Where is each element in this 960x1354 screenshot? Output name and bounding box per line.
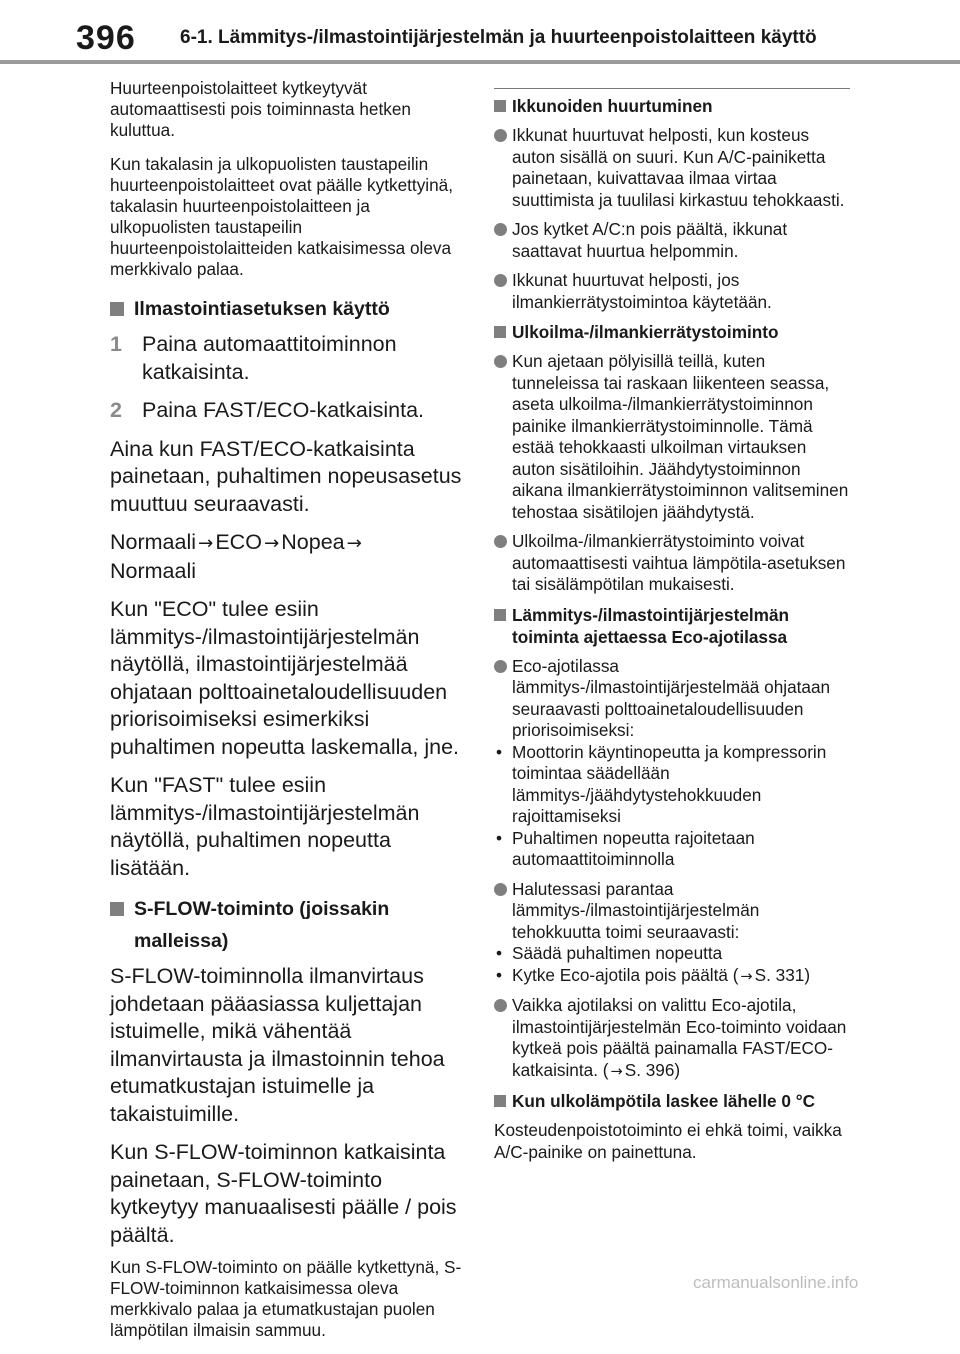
paragraph-defogger-auto-off: Huurteenpoistolaitteet kytkeytyvät automaattisesti pois toiminnasta hetken kuluttua. xyxy=(110,78,411,140)
heading-recirculation: Ulkoilma-/ilmankierrätystoiminto xyxy=(494,321,850,343)
step-number: 1 xyxy=(110,332,122,356)
sub-list-item: • Puhaltimen nopeutta rajoitetaan automaattitoiminnolla xyxy=(496,827,755,869)
paragraph-s-flow-switch: Kun S-FLOW-toiminnon katkaisinta painetaan, S-FLOW-toiminto kytkeytyy manuaalisesti päälle / pois päältä. xyxy=(110,1140,457,1247)
heading-window-fogging: Ikkunoiden huurtuminen xyxy=(494,95,850,117)
heading-low-temperature: Kun ulkolämpötila laskee lähelle 0 °C xyxy=(494,1090,850,1112)
list-item: Vaikka ajotilaksi on valittu Eco-ajotila, ilmastointijärjestelmän Eco-toiminto voidaan kytkeä pois päältä painamalla FAST/ECO-katkaisinta. ( → S. 396) xyxy=(494,995,850,1082)
list-item: Ikkunat huurtuvat helposti, kun kosteus auton sisällä on suuri. Kun A/C-painiketta painetaan, kuivattavaa ilmaa virtaa suuttimista ja tuulilasi kirkastuu tehokkaasti. xyxy=(494,125,850,211)
arrow-right-icon: → xyxy=(346,533,362,554)
list-item: Halutessasi parantaa lämmitys-/ilmastointijärjestelmän tehokkuutta toimi seuraavasti: xyxy=(494,879,850,944)
page-header xyxy=(0,0,960,62)
round-bullet-icon xyxy=(494,355,507,368)
round-bullet-icon xyxy=(494,883,507,896)
dot-bullet-icon: • xyxy=(496,964,503,985)
step-number: 2 xyxy=(110,398,122,422)
header-divider xyxy=(0,60,960,64)
column-divider xyxy=(494,88,850,89)
round-bullet-icon xyxy=(494,129,507,142)
mode-sequence: Normaali →ECO →Nopea → Normaali xyxy=(110,530,362,583)
square-bullet-icon xyxy=(494,1095,506,1107)
list-item: Ikkunat huurtuvat helposti, jos ilmankierrätystoimintoa käytetään. xyxy=(494,270,850,313)
list-item: Kun ajetaan pölyisillä teillä, kuten tunneleissa tai raskaan liikenteen seassa, aseta ulkoilma-/ilmankierrätystoiminnon painike ilmankierrätystoiminnolle. Tämä estää tehokkaasti ulkoilman virtauksen auton sisätiloihin. Jäähdytystoiminnon aikana ilmankierrätystoiminnon valitseminen tehostaa sisätilojen jäähdytystä. xyxy=(494,351,850,523)
square-bullet-icon xyxy=(494,609,506,621)
list-item: Ulkoilma-/ilmankierrätystoiminto voivat automaattisesti vaihtua lämpötila-asetuksen tai sisälämpötilan mukaisesti. xyxy=(494,531,850,596)
paragraph-dehumidify: Kosteudenpoistotoiminto ei ehkä toimi, vaikka A/C-painike on painettuna. xyxy=(494,1120,842,1162)
left-column xyxy=(110,78,470,1354)
round-bullet-icon xyxy=(494,535,507,548)
square-bullet-icon xyxy=(494,326,506,338)
arrow-right-icon: → xyxy=(740,967,753,985)
paragraph-fan-speed: Aina kun FAST/ECO-katkaisinta painetaan, puhaltimen nopeusasetus muuttuu seuraavasti. xyxy=(110,436,462,516)
list-item: Jos kytket A/C:n pois päältä, ikkunat saattavat huurtua helpommin. xyxy=(494,219,850,262)
dot-bullet-icon: • xyxy=(496,827,503,848)
paragraph-s-flow-airflow: S-FLOW-toiminnolla ilmanvirtaus johdetaan pääasiassa kuljettajan istuimelle, mikä vähentää ilmanvirtausta ja ilmastoinnin tehoa etumatkustajan istuimelle ja takaistuimille. xyxy=(110,964,445,1126)
paragraph-eco-mode: Kun "ECO" tulee esiin lämmitys-/ilmastointijärjestelmän näytöllä, ilmastointijärjestelmää ohjataan polttoainetaloudellisuuden priorisoimiseksi esimerkiksi puhaltimen nopeutta laskemalla, jne. xyxy=(110,597,459,759)
sub-list-item: • Kytke Eco-ajotila pois päältä ( → S. 331) xyxy=(496,964,811,985)
sub-list xyxy=(494,742,850,871)
round-bullet-icon xyxy=(494,223,507,236)
paragraph-defogger-indicator: Kun takalasin ja ulkopuolisten taustapeilin huurteenpoistolaitteet ovat päälle kytkettyinä, takalasin huurteenpoistolaitteen ja ulkopuolisten taustapeilin huurteenpoistolaitteiden katkaisimessa oleva merkkivalo palaa. xyxy=(110,154,454,279)
heading-s-flow: S-FLOW-toiminto (joissakin malleissa) xyxy=(110,893,470,957)
dot-bullet-icon: • xyxy=(496,943,503,963)
chapter-title: 6-1. Lämmitys-/ilmastointijärjestelmän ja huurteenpoistolaitteen käyttö xyxy=(180,27,817,48)
arrow-right-icon: → xyxy=(610,1062,623,1080)
paragraph-s-flow-indicator: Kun S-FLOW-toiminto on päälle kytkettynä, S-FLOW-toiminnon katkaisimessa oleva merkkivalo palaa ja etumatkustajan puolen lämpötilan ilmaisin sammuu. xyxy=(110,1257,462,1340)
page-reference-link[interactable]: S. 396) xyxy=(624,1059,681,1080)
sub-list-item: • Moottorin käyntinopeutta ja kompressorin toimintaa säädellään lämmitys-/jäähdytystehokkuuden rajoittamiseksi xyxy=(496,741,827,826)
heading-eco-drive-mode: Lämmitys-/ilmastointijärjestelmän toiminta ajettaessa Eco-ajotilassa xyxy=(494,604,850,648)
square-bullet-icon xyxy=(110,302,124,316)
paragraph-fast-mode: Kun "FAST" tulee esiin lämmitys-/ilmastointijärjestelmän näytöllä, puhaltimen nopeutta lisätään. xyxy=(110,773,420,880)
round-bullet-icon xyxy=(494,660,507,673)
page-number: 396 xyxy=(76,19,136,57)
list-item: Eco-ajotilassa lämmitys-/ilmastointijärjestelmää ohjataan seuraavasti polttoainetaloudellisuuden priorisoimiseksi: xyxy=(494,656,850,742)
round-bullet-icon xyxy=(494,999,507,1012)
right-column xyxy=(494,88,850,1163)
square-bullet-icon xyxy=(110,902,124,916)
step-2: 2 Paina FAST/ECO-katkaisinta. xyxy=(110,397,470,425)
arrow-right-icon: → xyxy=(263,533,280,554)
sub-list-item: • Säädä puhaltimen nopeutta xyxy=(496,943,723,963)
step-1: 1 Paina automaattitoiminnon katkaisinta. xyxy=(110,332,397,384)
watermark: carmanualsonline.info xyxy=(693,1273,859,1292)
sub-list xyxy=(494,943,850,987)
heading-climate-settings: Ilmastointiasetuksen käyttö xyxy=(110,293,470,325)
round-bullet-icon xyxy=(494,274,507,287)
square-bullet-icon xyxy=(494,100,506,112)
arrow-right-icon: → xyxy=(198,533,214,554)
dot-bullet-icon: • xyxy=(496,741,503,762)
page-reference-link[interactable]: S. 331) xyxy=(754,964,811,985)
